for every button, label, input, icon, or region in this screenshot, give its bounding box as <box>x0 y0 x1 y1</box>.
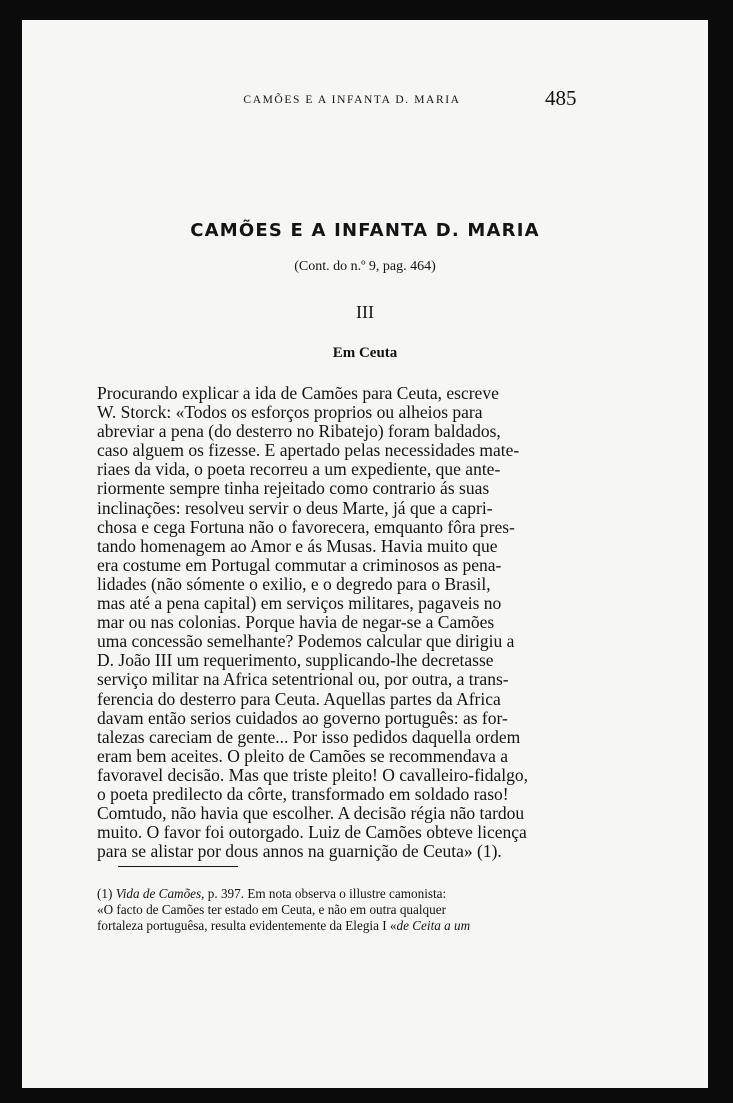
body-line: o poeta predilecto da côrte, transformado em soldado raso! <box>97 783 509 804</box>
body-line: mas até a pena capital) em serviços militares, pagaveis no <box>97 593 502 614</box>
body-paragraph <box>97 384 572 861</box>
body-line: D. João III um requerimento, supplicando-lhe decretasse <box>97 650 494 671</box>
footnote-rule <box>118 866 238 867</box>
body-line: muito. O favor foi outorgado. Luiz de Camões obteve licença <box>97 822 527 843</box>
body-line: Procurando explicar a ida de Camões para Ceuta, escreve <box>97 383 499 403</box>
footnote-line <box>97 918 572 934</box>
body-line: talezas careciam de gente... Por isso pedidos daquella ordem <box>97 726 521 747</box>
footnote-text: fortaleza portuguêsa, resulta evidentemente da Elegia I « <box>97 918 397 933</box>
footnote-quote: de Ceita a um <box>396 918 471 933</box>
book-page <box>22 20 708 1088</box>
body-line: serviço militar na Africa setentrional ou, por outra, a trans- <box>97 669 509 690</box>
body-line: para se alistar por dous annos na guarnição de Ceuta» (1). <box>97 841 502 862</box>
body-line: W. Storck: «Todos os esforços proprios ou alheios para <box>97 402 483 423</box>
body-line: riaes da vida, o poeta recorreu a um expediente, que ante- <box>97 459 501 480</box>
body-line: mar ou nas colonias. Porque havia de negar-se a Camões <box>97 612 495 633</box>
footnote-marker: (1) <box>97 886 113 901</box>
body-line: inclinações: resolveu servir o deus Marte, já que a capri- <box>97 497 493 518</box>
body-line: riormente sempre tinha rejeitado como contrario ás suas <box>97 478 490 499</box>
body-line: favoravel decisão. Mas que triste pleito! O cavalleiro-fidalgo, <box>97 764 529 785</box>
body-line: eram bem aceites. O pleito de Camões se recommendava a <box>97 745 509 766</box>
page-number: 485 <box>545 86 577 110</box>
footnote <box>97 886 572 934</box>
footnote-citation: Vida de Camões, <box>115 886 205 901</box>
continuation-note: (Cont. do n.º 9, pag. 464) <box>294 259 436 274</box>
body-line: Comtudo, não havia que escolher. A decisão régia não tardou <box>97 803 525 824</box>
body-line: abreviar a pena (do desterro no Ribatejo) foram baldados, <box>97 421 501 442</box>
body-line: caso alguem os fizesse. E apertado pelas necessidades mate- <box>97 440 520 461</box>
footnote-line: «O facto de Camões ter estado em Ceuta, e não em outra qualquer <box>97 902 446 917</box>
body-line: era costume em Portugal commutar a criminosos as pena- <box>97 554 502 575</box>
footnote-text: p. 397. Em nota observa o illustre camonista: <box>207 886 447 901</box>
body-line: davam então serios cuidados ao governo português: as for- <box>97 707 508 728</box>
body-line: uma concessão semelhante? Podemos calcular que dirigiu a <box>97 631 515 652</box>
running-head: CAMÕES E A INFANTA D. MARIA <box>243 94 461 106</box>
part-numeral: III <box>356 302 374 322</box>
body-line: chosa e cega Fortuna não o favorecera, emquanto fôra pres- <box>97 516 515 537</box>
body-line: lidades (não sómente o exilio, e o degredo para o Brasil, <box>97 573 491 594</box>
body-line: ferencia do desterro para Ceuta. Aquellas partes da Africa <box>97 688 501 709</box>
body-line: tando homenagem ao Amor e ás Musas. Havia muito que <box>97 535 498 556</box>
article-title: CAMÕES E A INFANTA D. MARIA <box>190 220 540 241</box>
footnote-line <box>97 886 572 902</box>
section-heading: Em Ceuta <box>332 345 398 361</box>
